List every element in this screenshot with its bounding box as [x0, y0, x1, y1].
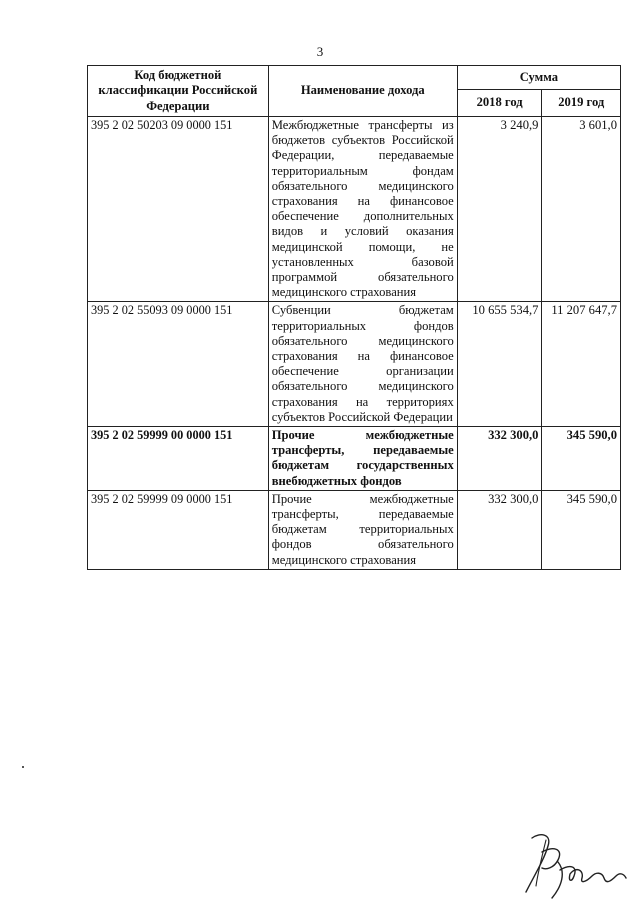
table-row — [88, 427, 621, 491]
header-code: Код бюджетной классификации Российской Федерации — [88, 66, 269, 117]
table-header-row — [88, 66, 621, 90]
handwritten-signature — [512, 826, 632, 906]
scan-speck — [22, 766, 24, 768]
header-year-2018: 2018 год — [457, 90, 542, 117]
row-code: 395 2 02 50203 09 0000 151 — [88, 117, 269, 302]
row-amount-2019: 345 590,0 — [542, 490, 621, 569]
table-row — [88, 117, 621, 302]
row-name: Прочие межбюджетные трансферты, передаваемые бюджетам территориальных фондов обязательного медицинского страхования — [268, 490, 457, 569]
row-code: 395 2 02 55093 09 0000 151 — [88, 302, 269, 427]
row-name: Межбюджетные трансферты из бюджетов субъектов Российской Федерации, передаваемые территориальным фондам обязательного медицинского страхования на финансовое обеспечение дополнительных видов и условий оказания медицинской помощи, не установленных базовой программой обязательного медицинского страхования — [268, 117, 457, 302]
header-year-2019: 2019 год — [542, 90, 621, 117]
row-amount-2018: 332 300,0 — [457, 427, 542, 491]
header-name: Наименование дохода — [268, 66, 457, 117]
row-amount-2019: 3 601,0 — [542, 117, 621, 302]
row-code: 395 2 02 59999 00 0000 151 — [88, 427, 269, 491]
page-number: 3 — [316, 44, 324, 59]
table-row — [88, 490, 621, 569]
row-code: 395 2 02 59999 09 0000 151 — [88, 490, 269, 569]
table-row — [88, 302, 621, 427]
row-name: Прочие межбюджетные трансферты, передаваемые бюджетам государственных внебюджетных фондов — [268, 427, 457, 491]
header-sum: Сумма — [457, 66, 620, 90]
row-amount-2019: 11 207 647,7 — [542, 302, 621, 427]
row-amount-2019: 345 590,0 — [542, 427, 621, 491]
row-name: Субвенции бюджетам территориальных фондов обязательного медицинского страхования на финансовое обеспечение организации обязательного медицинского страхования на территориях субъектов Российской Федерации — [268, 302, 457, 427]
row-amount-2018: 332 300,0 — [457, 490, 542, 569]
row-amount-2018: 3 240,9 — [457, 117, 542, 302]
row-amount-2018: 10 655 534,7 — [457, 302, 542, 427]
budget-revenue-table — [87, 65, 621, 570]
